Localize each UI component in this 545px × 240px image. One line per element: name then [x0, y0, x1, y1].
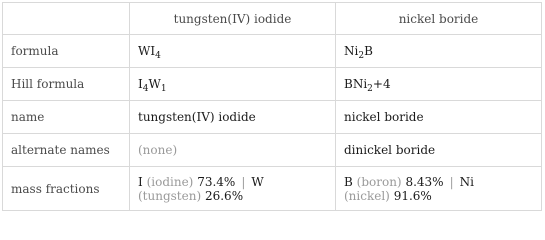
alt-a: (none)	[130, 134, 336, 167]
row-label: mass fractions	[3, 167, 130, 211]
header-empty	[3, 3, 130, 35]
formula-a: $WI_4$	[130, 35, 336, 68]
row-hill	[3, 68, 542, 101]
row-label: formula	[3, 35, 130, 68]
name-b: nickel boride	[336, 101, 542, 134]
row-name	[3, 101, 542, 134]
comparison-table	[2, 2, 542, 211]
hill-a: $I_4W_1$	[130, 68, 336, 101]
hill-b: BNi$_2$+4	[336, 68, 542, 101]
row-label: Hill formula	[3, 68, 130, 101]
mass-b: B (boron) 8.43% | Ni (nickel) 91.6%	[336, 167, 542, 211]
row-label: name	[3, 101, 130, 134]
name-a: tungsten(IV) iodide	[130, 101, 336, 134]
row-label: alternate names	[3, 134, 130, 167]
header-col1: tungsten(IV) iodide	[130, 3, 336, 35]
alt-b: dinickel boride	[336, 134, 542, 167]
row-formula	[3, 35, 542, 68]
row-alt	[3, 134, 542, 167]
formula-b: $Ni_2B$	[336, 35, 542, 68]
row-mass	[3, 167, 542, 211]
mass-a: I (iodine) 73.4% | W (tungsten) 26.6%	[130, 167, 336, 211]
header-col2: nickel boride	[336, 3, 542, 35]
header-row	[3, 3, 542, 35]
